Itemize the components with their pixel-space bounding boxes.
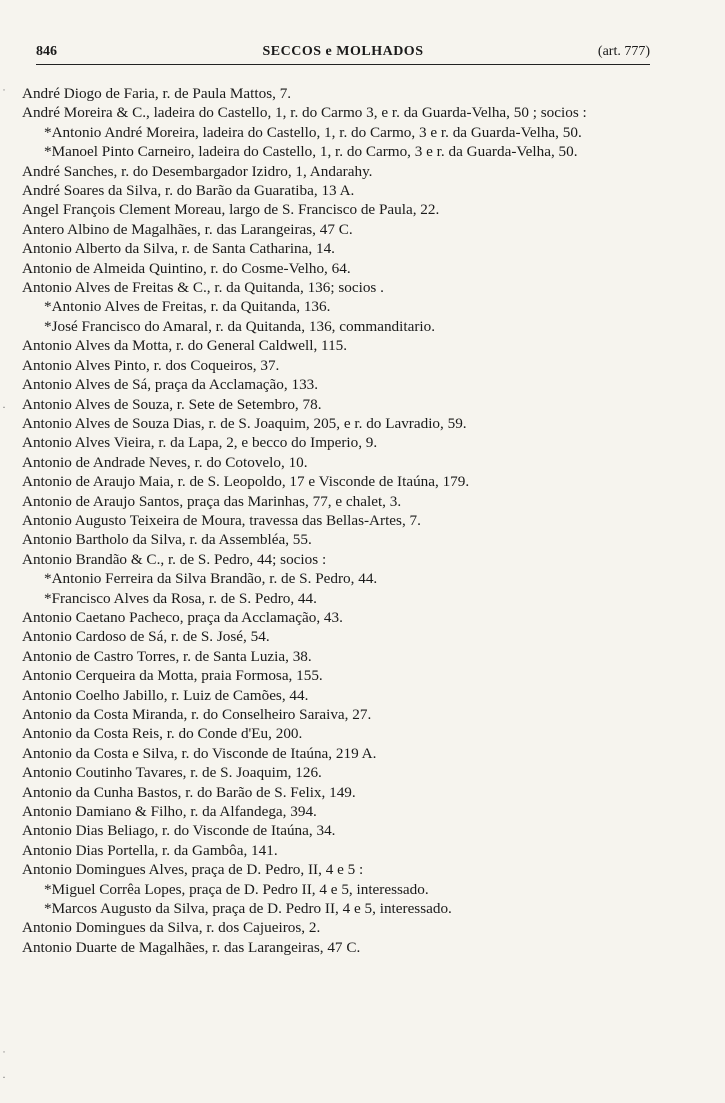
directory-entry: Antonio da Costa Reis, r. do Conde d'Eu, 200.: [22, 725, 303, 743]
directory-entry: Antonio de Castro Torres, r. de Santa Luzia, 38.: [22, 647, 312, 665]
directory-entry: André Diogo de Faria, r. de Paula Mattos, 7.: [22, 85, 292, 102]
directory-entry: Antonio Cerqueira da Motta, praia Formosa, 155.: [22, 667, 323, 685]
directory-entry: André Sanches, r. do Desembargador Izidro, 1, Andarahy.: [22, 162, 373, 180]
directory-entry: Antonio Dias Portella, r. da Gambôa, 141.: [22, 841, 278, 859]
directory-entry: Antonio Augusto Teixeira de Moura, travessa das Bellas-Artes, 7.: [22, 511, 421, 529]
directory-entry: Antonio Alves Vieira, r. da Lapa, 2, e becco do Imperio, 9.: [22, 434, 378, 452]
partner-entry: *Antonio Ferreira da Silva Brandão, r. de S. Pedro, 44.: [44, 570, 378, 588]
article-reference: (art. 777): [597, 44, 650, 59]
page-number: 846: [36, 44, 57, 59]
directory-entry: Antonio Cardoso de Sá, r. de S. José, 54.: [22, 628, 270, 646]
margin-speck: ˙: [2, 1048, 6, 1062]
directory-entry: Antonio de Almeida Quintino, r. do Cosme-Velho, 64.: [22, 259, 351, 277]
partner-entry: *Antonio Alves de Freitas, r. da Quitanda, 136.: [44, 298, 331, 316]
directory-entry: Antonio Duarte de Magalhães, r. das Larangeiras, 47 C.: [22, 938, 361, 956]
directory-entry: Antonio de Araujo Maia, r. de S. Leopoldo, 17 e Visconde de Itaúna, 179.: [22, 473, 470, 491]
directory-entry: Angel François Clement Moreau, largo de S. Francisco de Paula, 22.: [22, 201, 440, 219]
directory-entry: Antonio da Costa Miranda, r. do Conselheiro Saraiva, 27.: [22, 706, 372, 723]
margin-speck: ·: [2, 400, 6, 414]
directory-entry: Antonio Alves de Sá, praça da Acclamação, 133.: [22, 376, 319, 394]
directory-entry: Antonio Damiano & Filho, r. da Alfandega, 394.: [22, 803, 317, 821]
directory-entry: Antonio Alves da Motta, r. do General Caldwell, 115.: [22, 337, 348, 355]
directory-entry: André Soares da Silva, r. do Barão da Guaratiba, 13 A.: [22, 182, 355, 200]
page-title: SECCOS e MOLHADOS: [262, 44, 424, 59]
directory-entry: Antonio Brandão & C., r. de S. Pedro, 44; socios :: [22, 550, 327, 568]
directory-entry: Antonio Caetano Pacheco, praça da Acclamação, 43.: [22, 608, 343, 626]
directory-entry: Antero Albino de Magalhães, r. das Larangeiras, 47 C.: [22, 220, 353, 238]
directory-entry: Antonio Alves de Souza, r. Sete de Setembro, 78.: [22, 395, 322, 413]
directory-entry: Antonio da Cunha Bastos, r. do Barão de S. Felix, 149.: [22, 783, 356, 801]
directory-entry: Antonio Domingues da Silva, r. dos Cajueiros, 2.: [22, 919, 321, 937]
directory-entry: Antonio Alberto da Silva, r. de Santa Catharina, 14.: [22, 240, 335, 258]
directory-entry: Antonio Coelho Jabillo, r. Luiz de Camões, 44.: [22, 686, 309, 704]
margin-speck: ˙: [2, 86, 6, 100]
directory-entry: Antonio Alves Pinto, r. dos Coqueiros, 37.: [22, 356, 280, 374]
directory-listing: [22, 84, 654, 957]
partner-entry: *Manoel Pinto Carneiro, ladeira do Castello, 1, r. do Carmo, 3 e r. da Guarda-Velha, 50.: [44, 143, 578, 161]
partner-entry: *Marcos Augusto da Silva, praça de D. Pedro II, 4 e 5, interessado.: [44, 900, 452, 918]
directory-entry: André Moreira & C., ladeira do Castello, 1, r. do Carmo 3, e r. da Guarda-Velha, 50 ; socios :: [22, 104, 587, 122]
running-header: [36, 42, 650, 65]
partner-entry: *Miguel Corrêa Lopes, praça de D. Pedro II, 4 e 5, interessado.: [44, 880, 429, 898]
directory-entry: Antonio Dias Beliago, r. do Visconde de Itaúna, 34.: [22, 822, 336, 840]
directory-entry: Antonio Bartholo da Silva, r. da Assembléa, 55.: [22, 531, 312, 549]
partner-entry: *Francisco Alves da Rosa, r. de S. Pedro, 44.: [44, 589, 317, 607]
directory-entry: Antonio de Andrade Neves, r. do Cotovelo, 10.: [22, 453, 308, 471]
directory-entry: Antonio Alves de Freitas & C., r. da Quitanda, 136; socios .: [22, 279, 384, 297]
directory-entry: Antonio Coutinho Tavares, r. de S. Joaquim, 126.: [22, 764, 322, 782]
directory-entry: Antonio Domingues Alves, praça de D. Pedro, II, 4 e 5 :: [22, 861, 364, 879]
partner-entry: *José Francisco do Amaral, r. da Quitanda, 136, commanditario.: [44, 317, 435, 335]
partner-entry: *Antonio André Moreira, ladeira do Castello, 1, r. do Carmo, 3 e r. da Guarda-Velha, 50.: [44, 123, 582, 141]
directory-entry: Antonio Alves de Souza Dias, r. de S. Joaquim, 205, e r. do Lavradio, 59.: [22, 414, 467, 432]
directory-entry: Antonio da Costa e Silva, r. do Visconde de Itaúna, 219 A.: [22, 744, 377, 762]
margin-specks: [2, 0, 18, 1103]
margin-speck: ·: [2, 1070, 6, 1084]
directory-entry: Antonio de Araujo Santos, praça das Marinhas, 77, e chalet, 3.: [22, 492, 402, 510]
